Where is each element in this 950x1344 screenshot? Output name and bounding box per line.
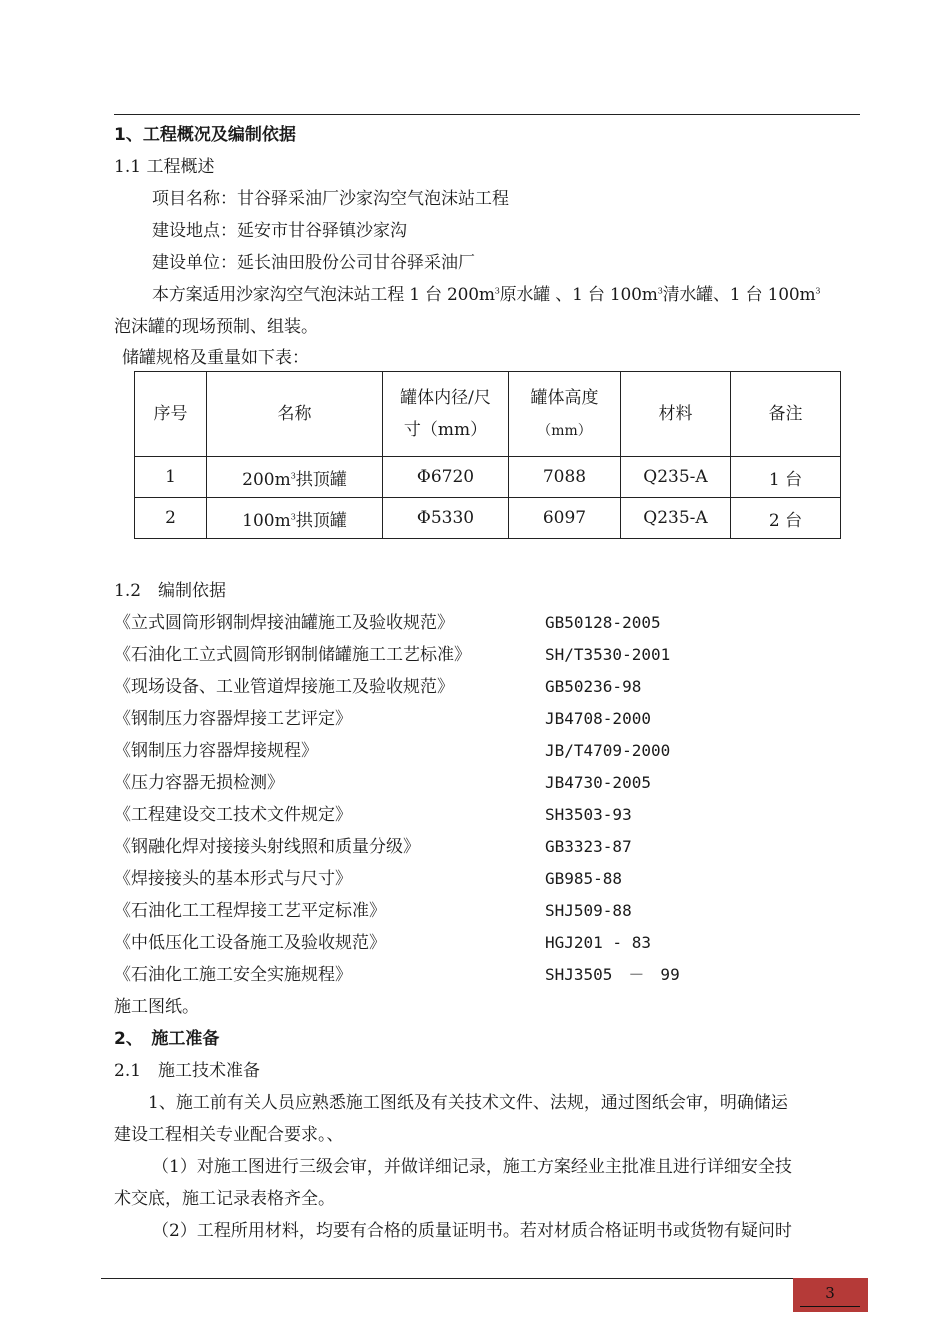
- subsection-1-1-title: 1.1 工程概述: [114, 157, 215, 177]
- reference-code: JB4730-2005: [545, 773, 651, 792]
- cell-name: $100m^3$拱顶罐: [207, 498, 383, 539]
- reference-code: GB985-88: [545, 869, 623, 888]
- paragraph-2-line-1: （1）对施工图进行三级会审，并做详细记录，施工方案经业主批准且进行详细安全技: [152, 1157, 792, 1177]
- cell-diameter: Φ6720: [383, 457, 509, 498]
- reference-name: 《压力容器无损检测》: [114, 773, 284, 793]
- cell-no: 2: [135, 498, 207, 539]
- cell-height: 7088: [509, 457, 621, 498]
- tank-spec-table: [134, 371, 841, 539]
- table-row: [135, 498, 841, 539]
- construction-drawings: 施工图纸。: [114, 997, 199, 1017]
- section-1-heading: 1、工程概况及编制依据: [114, 125, 296, 145]
- reference-code: HGJ201 - 83: [545, 933, 651, 952]
- reference-name: 《钢融化焊对接接头射线照和质量分级》: [114, 837, 420, 857]
- reference-name: 《中低压化工设备施工及验收规范》: [114, 933, 386, 953]
- reference-code: GB50128-2005: [545, 613, 661, 632]
- construction-location: 建设地点：延安市甘谷驿镇沙家沟: [152, 221, 407, 241]
- header-note: 备注: [731, 372, 841, 457]
- reference-name: 《立式圆筒形钢制焊接油罐施工及验收规范》: [114, 613, 454, 633]
- reference-code: SH/T3530-2001: [545, 645, 671, 664]
- reference-name: 《现场设备、工业管道焊接施工及验收规范》: [114, 677, 454, 697]
- reference-name: 《石油化工工程焊接工艺平定标准》: [114, 901, 386, 921]
- cell-diameter: Φ5330: [383, 498, 509, 539]
- reference-code: JB4708-2000: [545, 709, 651, 728]
- construction-unit: 建设单位：延长油田股份公司甘谷驿采油厂: [152, 253, 475, 273]
- paragraph-1-line-1: 1、施工前有关人员应熟悉施工图纸及有关技术文件、法规，通过图纸会审，明确储运: [148, 1093, 788, 1113]
- footer-rule: [101, 1278, 793, 1279]
- paragraph-3-line-1: （2）工程所用材料，均要有合格的质量证明书。若对材质合格证明书或货物有疑问时: [152, 1221, 792, 1241]
- section-2-heading: 2、 施工准备: [114, 1029, 220, 1049]
- cell-no: 1: [135, 457, 207, 498]
- reference-code: GB50236-98: [545, 677, 642, 696]
- reference-code: SHJ3505 － 99: [545, 965, 680, 984]
- reference-name: 《石油化工施工安全实施规程》: [114, 965, 352, 985]
- paragraph-2-line-2: 术交底，施工记录表格齐全。: [114, 1189, 335, 1209]
- header-rule: [114, 114, 860, 115]
- cell-name: $200m^3$拱顶罐: [207, 457, 383, 498]
- scope-line-2: 泡沫罐的现场预制、组装。: [114, 317, 318, 337]
- reference-name: 《焊接接头的基本形式与尺寸》: [114, 869, 352, 889]
- cell-material: Q235-A: [621, 457, 731, 498]
- reference-code: JB/T4709-2000: [545, 741, 671, 760]
- project-name: 项目名称：甘谷驿采油厂沙家沟空气泡沫站工程: [152, 189, 509, 209]
- page-number: 3: [800, 1282, 860, 1307]
- reference-code: GB3323-87: [545, 837, 632, 856]
- cell-note: 1 台: [731, 457, 841, 498]
- table-intro: 储罐规格及重量如下表：: [122, 348, 309, 368]
- header-diameter: 罐体内径/尺 寸（mm）: [383, 372, 509, 457]
- cell-height: 6097: [509, 498, 621, 539]
- header-height: 罐体高度 （mm）: [509, 372, 621, 457]
- reference-name: 《工程建设交工技术文件规定》: [114, 805, 352, 825]
- header-name: 名称: [207, 372, 383, 457]
- reference-code: SHJ509-88: [545, 901, 632, 920]
- reference-name: 《钢制压力容器焊接工艺评定》: [114, 709, 352, 729]
- reference-name: 《石油化工立式圆筒形钢制储罐施工工艺标准》: [114, 645, 471, 665]
- cell-note: 2 台: [731, 498, 841, 539]
- subsection-1-2-title: 1.2 编制依据: [114, 581, 227, 601]
- table-row: [135, 457, 841, 498]
- header-no: 序号: [135, 372, 207, 457]
- paragraph-1-line-2: 建设工程相关专业配合要求。、: [114, 1125, 344, 1145]
- scope-line-1: 本方案适用沙家沟空气泡沫站工程 1 台 $200m^3$原水罐 、1 台 $100m^3$清水罐、1 台 $100m^3$: [152, 285, 821, 305]
- subsection-2-1-title: 2.1 施工技术准备: [114, 1061, 261, 1081]
- header-material: 材料: [621, 372, 731, 457]
- reference-name: 《钢制压力容器焊接规程》: [114, 741, 318, 761]
- cell-material: Q235-A: [621, 498, 731, 539]
- reference-code: SH3503-93: [545, 805, 632, 824]
- table-header-row: [135, 372, 841, 457]
